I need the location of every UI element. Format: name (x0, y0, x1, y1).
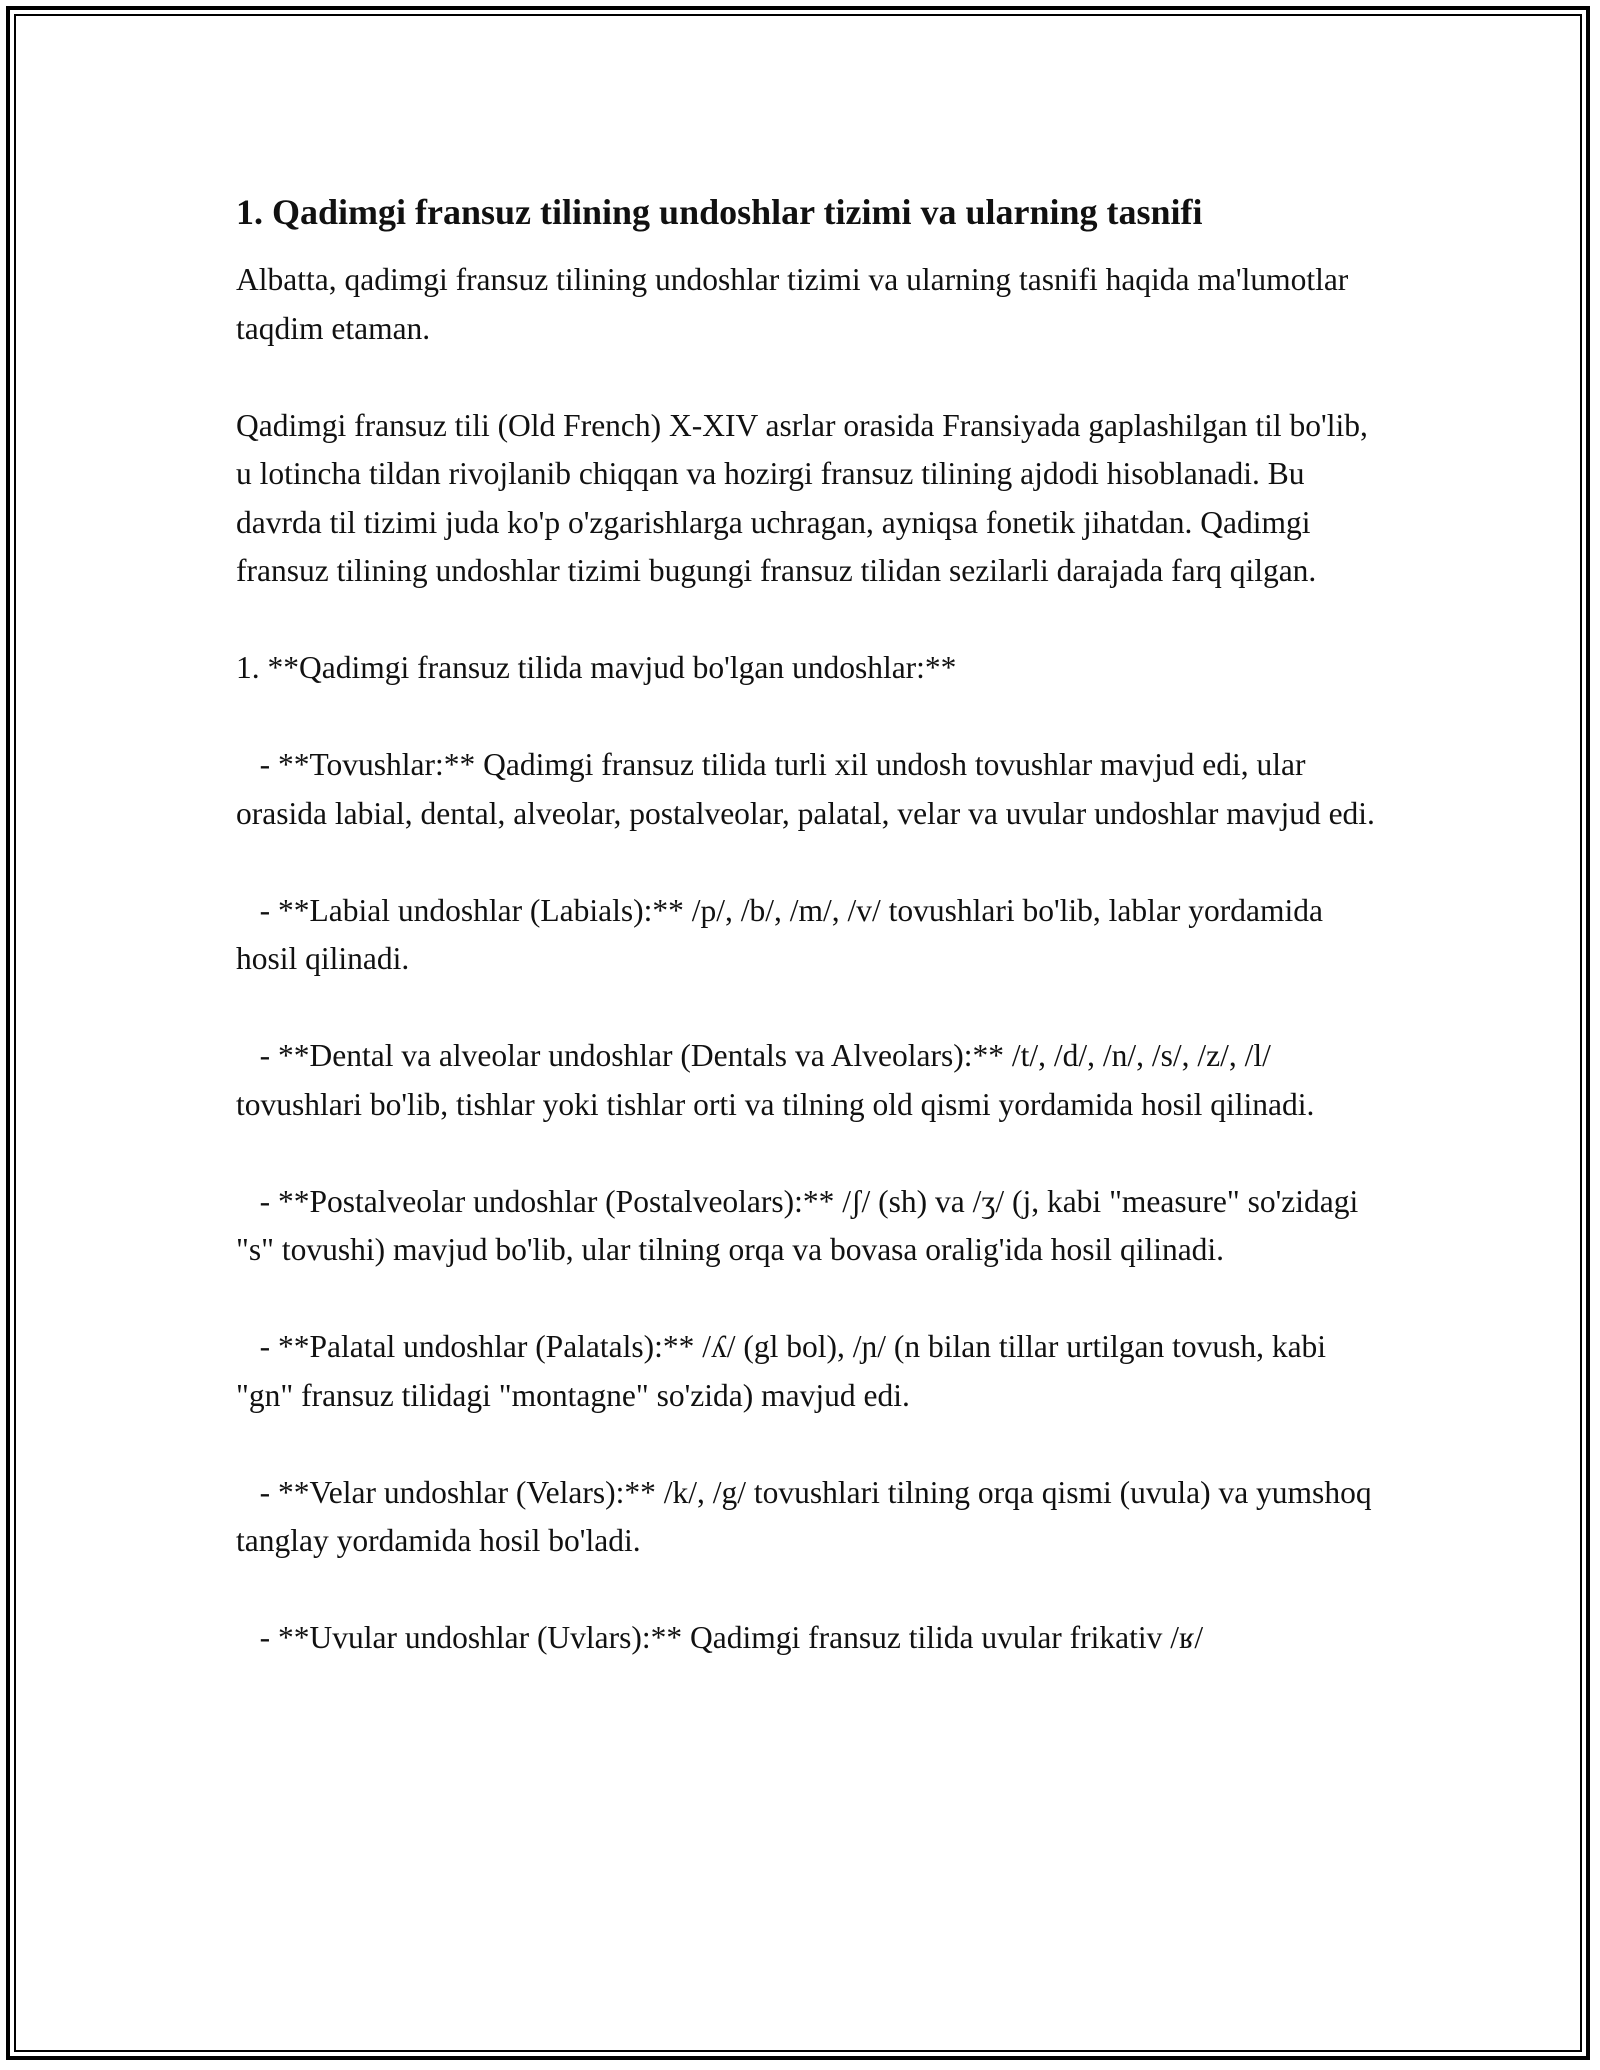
document-title: 1. Qadimgi fransuz tilining undoshlar tizimi va ularning tasnifi (236, 192, 1203, 232)
document-body (236, 188, 1380, 1663)
uvulars-paragraph: - **Uvular undoshlar (Uvlars):** Qadimgi fransuz tilida uvular frikativ /ʁ/ (236, 1620, 1204, 1655)
dentals-paragraph: - **Dental va alveolar undoshlar (Dentals va Alveolars):** /t/, /d/, /n/, /s/, /z/, /l/ tovushlari bo'lib, tishlar yoki tishlar orti va tilning old qismi yordamida hosil qilinadi. (236, 1038, 1315, 1122)
section-heading-paragraph: 1. **Qadimgi fransuz tilida mavjud bo'lgan undoshlar:** (236, 650, 957, 685)
labials-paragraph: - **Labial undoshlar (Labials):** /p/, /b/, /m/, /v/ tovushlari bo'lib, lablar yordamida hosil qilinadi. (236, 892, 1331, 976)
palatals-paragraph: - **Palatal undoshlar (Palatals):** /ʎ/ (gl bol), /ɲ/ (n bilan tillar urtilgan tovush, kabi "gn" fransuz tilidagi "montagne" so'zida) mavjud edi. (236, 1329, 1334, 1413)
intro-paragraph: Albatta, qadimgi fransuz tilining undoshlar tizimi va ularning tasnifi haqida ma'lumotlar taqdim etaman. (236, 262, 1349, 346)
overview-paragraph: Qadimgi fransuz tili (Old French) X-XIV asrlar orasida Fransiyada gaplashilgan til bo'lib, u lotincha tildan rivojlanib chiqqan va hozirgi fransuz tilining ajdodi hisoblanadi. Bu davrda til tizimi juda ko'p o'zgarishlarga uchragan, ayniqsa fonetik jihatdan. Qadimgi fransuz tilining undoshlar tizimi bugungi fransuz tilidan sezilarli darajada farq qilgan. (236, 407, 1368, 588)
velars-paragraph: - **Velar undoshlar (Velars):** /k/, /g/ tovushlari tilning orqa qismi (uvula) va yumshoq tanglay yordamida hosil bo'ladi. (236, 1474, 1380, 1558)
sounds-paragraph: - **Tovushlar:** Qadimgi fransuz tilida turli xil undosh tovushlar mavjud edi, ular orasida labial, dental, alveolar, postalveolar, palatal, velar va uvular undoshlar mavjud edi. (236, 747, 1375, 831)
postalveolars-paragraph: - **Postalveolar undoshlar (Postalveolars):** /ʃ/ (sh) va /ʒ/ (j, kabi "measure" so'zidagi "s" tovushi) mavjud bo'lib, ular tilning orqa va bovasa oralig'ida hosil qilinadi. (236, 1183, 1367, 1267)
